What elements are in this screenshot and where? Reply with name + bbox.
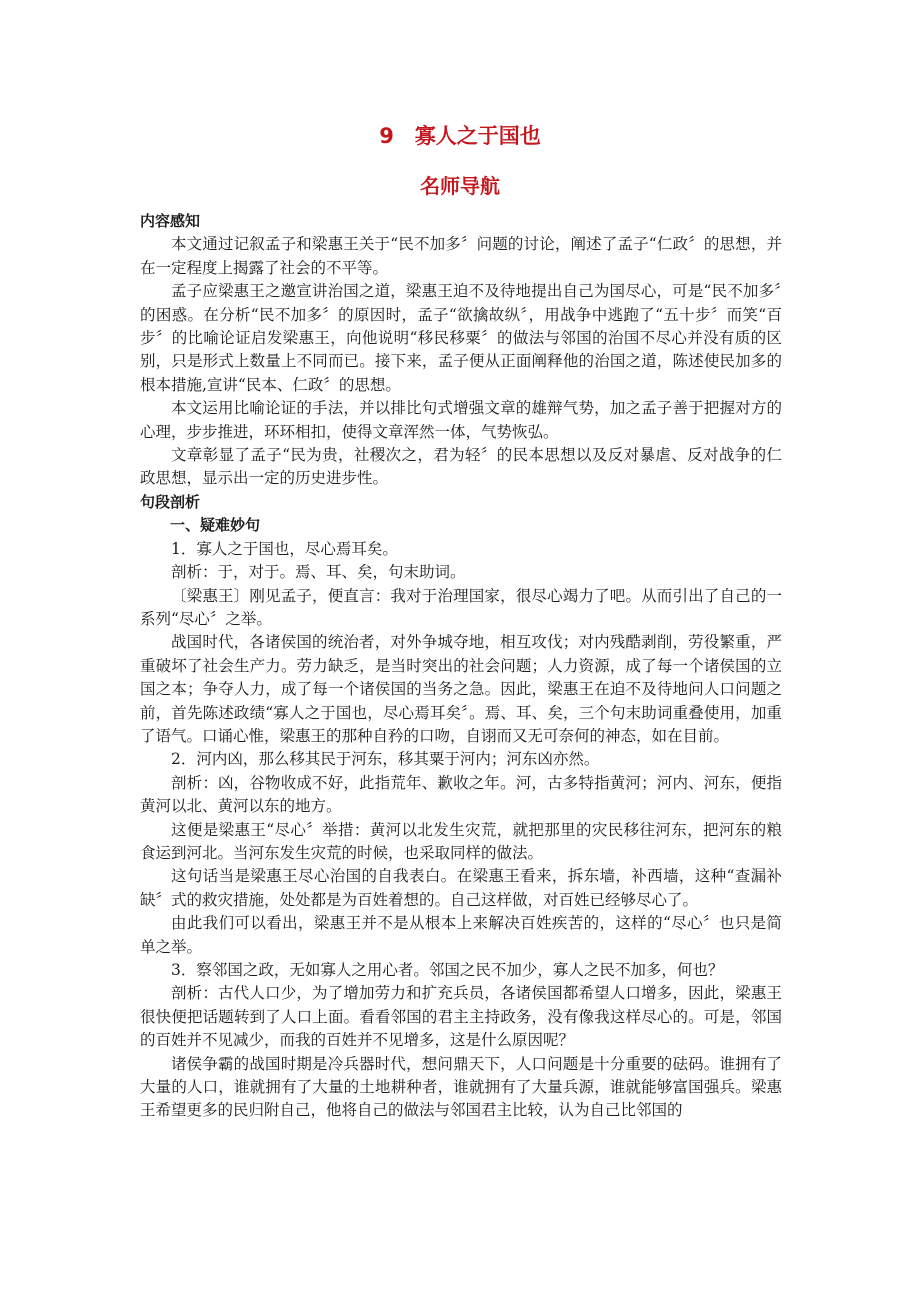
paragraph: 本文运用比喻论证的手法，并以排比句式增强文章的雄辩气势，加之孟子善于把握对方的心理，步步推进，环环相扣，使得文章浑然一体，气势恢弘。 <box>140 399 782 441</box>
page-title: 9 寡人之于国也 <box>379 124 541 148</box>
paragraph: 由此我们可以看出，梁惠王并不是从根本上来解决百姓疾苦的，这样的“尽心〞也只是简单之举。 <box>140 914 782 956</box>
section-banner: 名师导航 <box>420 174 500 198</box>
paragraph: 诸侯争霸的战国时期是冷兵器时代，想问鼎天下，人口问题是十分重要的砝码。谁拥有了大量的人口，谁就拥有了大量的土地耕种者，谁就拥有了大量兵源，谁就能够富国强兵。梁惠王希望更多的民归附自己，他将自己的做法与邻国君主比较，认为自己比邻国的 <box>140 1054 782 1120</box>
paragraph: 1．寡人之于国也，尽心焉耳矣。 <box>171 539 398 558</box>
paragraph: 剖析：古代人口少，为了增加劳力和扩充兵员，各诸侯国都希望人口增多，因此，梁惠王很快便把话题转到了人口上面。看看邻国的君主主持政务，没有像我这样尽心的。可是，邻国的百姓并不见减少，而我的百姓并不见增多，这是什么原因呢？ <box>140 984 782 1050</box>
document-body <box>140 210 782 1123</box>
paragraph: 3．察邻国之政，无如寡人之用心者。邻国之民不加少，寡人之民不加多，何也？ <box>171 961 724 979</box>
paragraph: 文章彰显了孟子“民为贵，社稷次之，君为轻〞的民本思想以及反对暴虐、反对战争的仁政思想，显示出一定的历史进步性。 <box>140 446 782 488</box>
paragraph: 剖析：凶，谷物收成不好，此指荒年、歉收之年。河，古多特指黄河；河内、河东，便指黄河以北、黄河以东的地方。 <box>140 773 782 816</box>
subsection-heading: 一、疑难妙句 <box>170 516 261 535</box>
paragraph: 〔梁惠王〕刚见孟子，便直言：我对于治理国家，很尽心竭力了吧。从而引出了自己的一系列“尽心〞之举。 <box>140 586 782 628</box>
paragraph: 战国时代，各诸侯国的统治者，对外争城夺地，相互攻伐；对内残酷剥削，劳役繁重，严重破坏了社会生产力。劳力缺乏，是当时突出的社会问题；人力资源，成了每一个诸侯国的立国之本；争夺人力，成了每一个诸侯国的当务之急。因此，梁惠王在迫不及待地问人口问题之前，首先陈述政绩“寡人之于国也，尽心焉耳矣〞。焉、耳、矣，三个句末助词重叠使用，加重了语气。口诵心惟，梁惠王的那种自矜的口吻，自诩而又无可奈何的神态，如在目前。 <box>140 633 782 745</box>
paragraph: 本文通过记叙孟子和梁惠王关于“民不加多〞问题的讨论，阐述了孟子“仁政〞的思想，并在一定程度上揭露了社会的不平等。 <box>140 235 782 277</box>
paragraph: 孟子应梁惠王之邀宣讲治国之道，梁惠王迫不及待地提出自己为国尽心，可是“民不加多〞的困惑。在分析“民不加多〞的原因时，孟子“欲擒故纵〞，用战争中逃跑了“五十步〞而笑“百步〞的比喻论证启发梁惠王，向他说明“移民移粟〞的做法与邻国的治国不尽心并没有质的区别，只是形式上数量上不同而已。接下来，孟子便从正面阐释他的治国之道，陈述使民加多的根本措施,宣讲“民本、仁政〞的思想。 <box>140 282 782 394</box>
paragraph: 2．河内凶，那么移其民于河东，移其粟于河内；河东凶亦然。 <box>171 750 600 769</box>
section-heading-content: 内容感知 <box>140 212 201 230</box>
paragraph: 这便是梁惠王“尽心〞举措：黄河以北发生灾荒，就把那里的灾民移往河东，把河东的粮食运到河北。当河东发生灾荒的时候，也采取同样的做法。 <box>140 820 782 862</box>
paragraph: 剖析：于，对于。焉、耳、矣，句末助词。 <box>171 563 466 582</box>
paragraph: 这句话当是梁惠王尽心治国的自我表白。在梁惠王看来，拆东墙，补西墙，这种“查漏补缺〞式的救灾措施，处处都是为百姓着想的。自己这样做，对百姓已经够尽心了。 <box>140 867 782 909</box>
section-heading-analysis: 句段剖析 <box>140 492 201 511</box>
